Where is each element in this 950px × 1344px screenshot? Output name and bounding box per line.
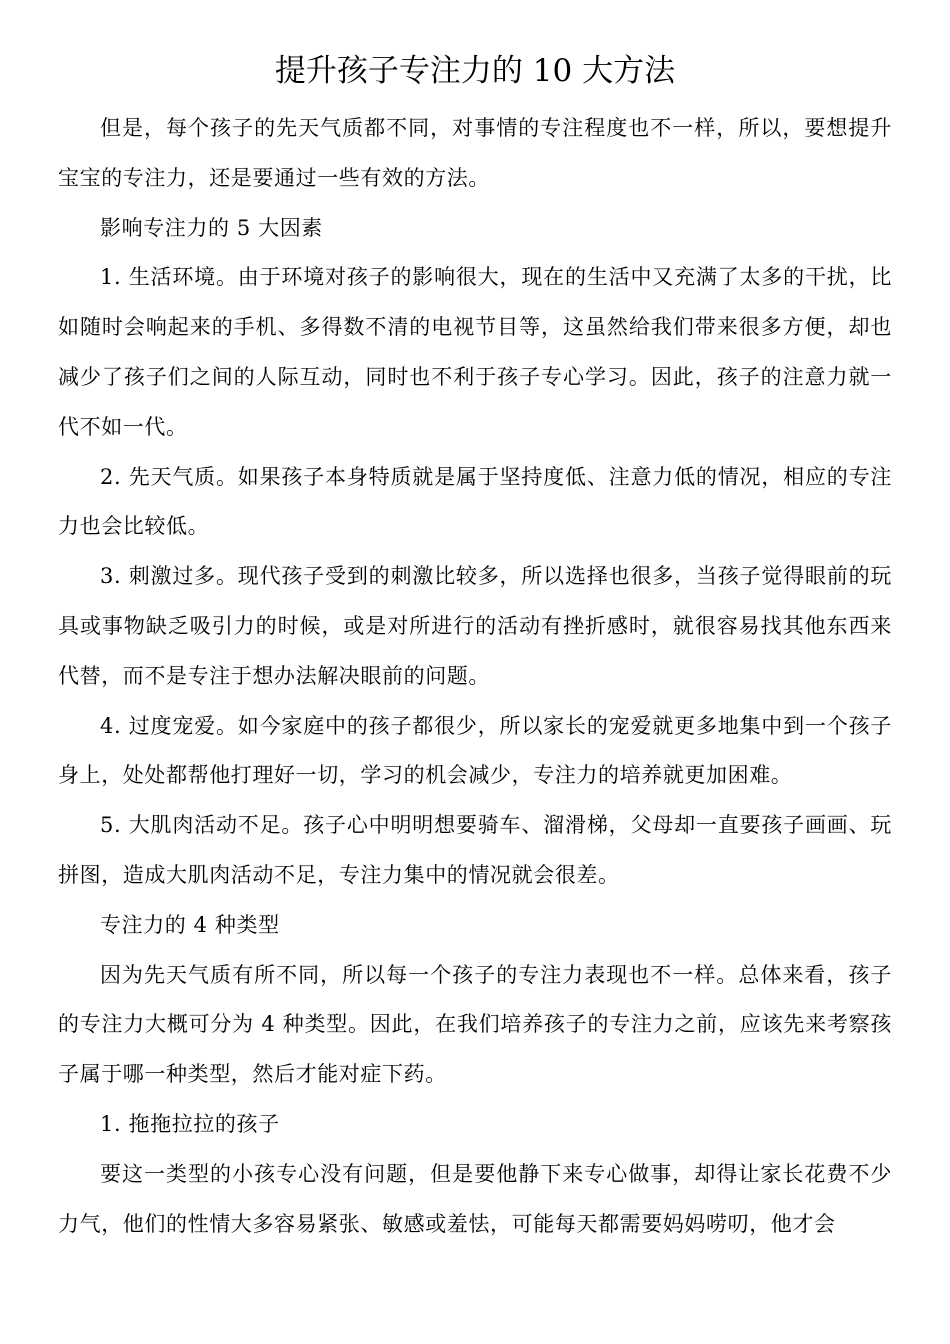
factor-item-2: 2. 先天气质。如果孩子本身特质就是属于坚持度低、注意力低的情况，相应的专注力也会比较低。 xyxy=(58,464,892,539)
factor-item-5: 5. 大肌肉活动不足。孩子心中明明想要骑车、溜滑梯，父母却一直要孩子画画、玩拼图，造成大肌肉活动不足，专注力集中的情况就会很差。 xyxy=(58,813,892,887)
type-heading-1: 1. 拖拖拉拉的孩子 xyxy=(100,1111,280,1136)
section-heading-types: 专注力的 4 种类型 xyxy=(100,912,280,937)
paragraph-intro: 但是，每个孩子的先天气质都不同，对事情的专注程度也不一样，所以，要想提升宝宝的专注力，还是要通过一些有效的方法。 xyxy=(58,116,892,190)
section-heading-factors: 影响专注力的 5 大因素 xyxy=(100,215,323,240)
paragraph-type-1: 要这一类型的小孩专心没有问题，但是要他静下来专心做事，却得让家长花费不少力气，他们的性情大多容易紧张、敏感或羞怯，可能每天都需要妈妈唠叨，他才会 xyxy=(58,1161,892,1236)
document-title: 提升孩子专注力的 10 大方法 xyxy=(274,53,676,89)
factor-item-3: 3. 刺激过多。现代孩子受到的刺激比较多，所以选择也很多，当孩子觉得眼前的玩具或事物缺乏吸引力的时候，或是对所进行的活动有挫折感时，就很容易找其他东西来代替，而不是专注于想办法解决眼前的问题。 xyxy=(58,564,892,688)
factor-item-4: 4. 过度宠爱。如今家庭中的孩子都很少，所以家长的宠爱就更多地集中到一个孩子身上，处处都帮他打理好一切，学习的机会减少，专注力的培养就更加困难。 xyxy=(58,713,892,788)
paragraph-types-intro: 因为先天气质有所不同，所以每一个孩子的专注力表现也不一样。总体来看，孩子的专注力大概可分为 4 种类型。因此，在我们培养孩子的专注力之前，应该先来考察孩子属于哪一种类型，然后才能对症下药。 xyxy=(58,962,892,1087)
factor-item-1: 1. 生活环境。由于环境对孩子的影响很大，现在的生活中又充满了太多的干扰，比如随时会响起来的手机、多得数不清的电视节目等，这虽然给我们带来很多方便，却也减少了孩子们之间的人际互动，同时也不利于孩子专心学习。因此，孩子的注意力就一代不如一代。 xyxy=(58,265,892,439)
